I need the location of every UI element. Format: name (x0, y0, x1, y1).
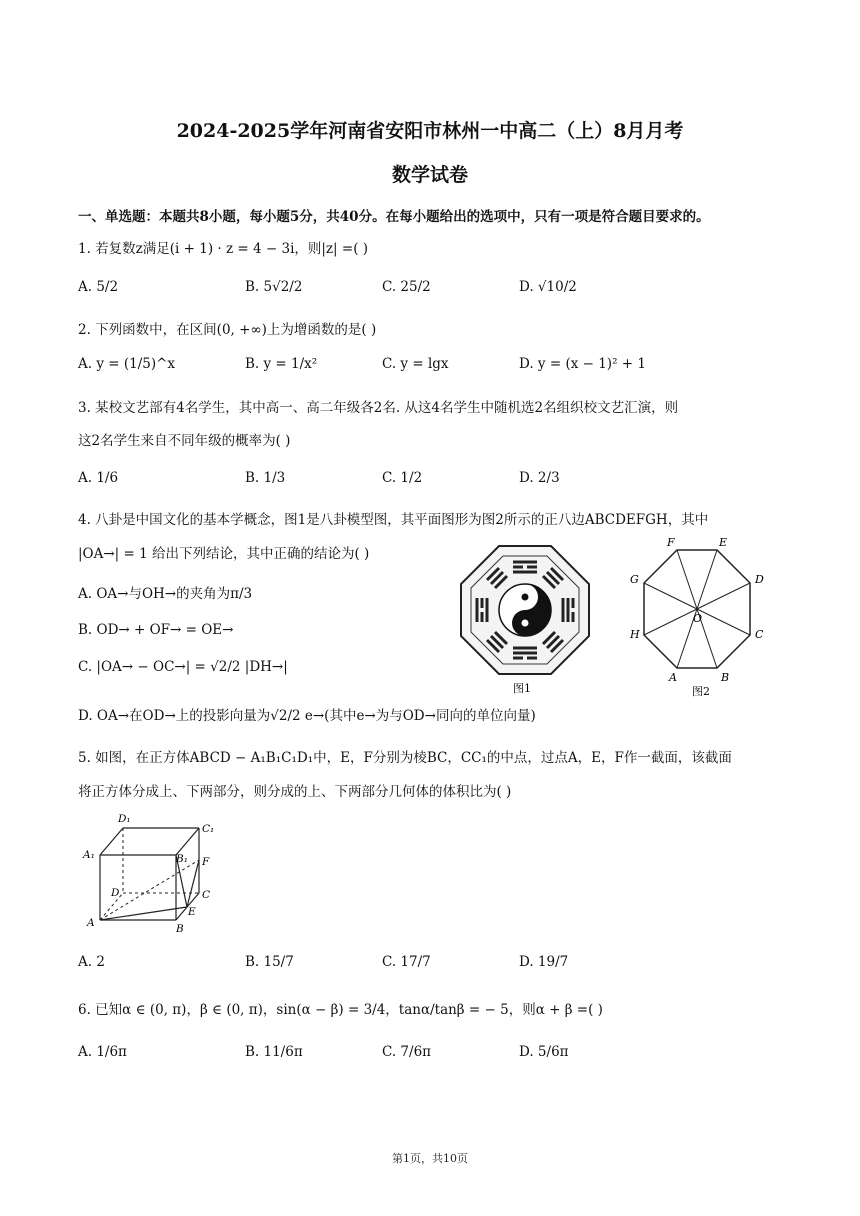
page-footer: 第1页，共10页 (392, 1152, 468, 1165)
q2-option-c: C. y = lgx (382, 356, 449, 372)
q3-option-c: C. 1/2 (382, 470, 423, 486)
cube-label-c: C (202, 889, 211, 901)
octagon-label-a: A (669, 671, 677, 684)
octagon-label-b: B (721, 671, 730, 684)
bagua-figure (455, 540, 595, 700)
cube-label-c1: C₁ (202, 823, 215, 835)
q4-option-d: D. OA→在OD→上的投影向量为√2/2 e→(其中e→为与OD→同向的单位向量) (78, 708, 536, 724)
q4-stem-line2: |OA→| = 1 给出下列结论，其中正确的结论为( ) (78, 546, 370, 562)
q6-option-a: A. 1/6π (78, 1044, 127, 1060)
q2-option-d: D. y = (x − 1)² + 1 (519, 356, 646, 372)
cube-label-a: A (87, 917, 95, 929)
q3-option-d: D. 2/3 (519, 470, 560, 486)
q4-option-b: B. OD→ + OF→ = OE→ (78, 622, 234, 638)
q3-stem-line2: 这2名学生来自不同年级的概率为( ) (78, 433, 291, 449)
q5-stem-line1: 5. 如图，在正方体ABCD − A₁B₁C₁D₁中，E，F分别为棱BC，CC₁的中点，过点A，E，F作一截面，该截面 (78, 750, 732, 766)
q3-option-a: A. 1/6 (78, 470, 119, 486)
q6-stem: 6. 已知α ∈ (0, π)，β ∈ (0, π)，sin(α − β) = 3/4，tanα/tanβ = − 5，则α + β =( ) (78, 1002, 603, 1018)
q4-option-c: C. |OA→ − OC→| = √2/2 |DH→| (78, 659, 288, 675)
fig1-caption: 图1 (513, 682, 531, 695)
q1-stem: 1. 若复数z满足(i + 1) · z = 4 − 3i，则|z| =( ) (78, 241, 369, 257)
cube-label-d1: D₁ (118, 813, 131, 825)
q1-option-b: B. 5√2/2 (245, 279, 303, 295)
document-title: 2024-2025学年河南省安阳市林州一中高二（上）8月月考 (176, 120, 684, 142)
q6-option-c: C. 7/6π (382, 1044, 432, 1060)
q2-option-b: B. y = 1/x² (245, 356, 318, 372)
cube-label-d: D (111, 887, 120, 899)
q2-stem: 2. 下列函数中，在区间(0, +∞)上为增函数的是( ) (78, 322, 377, 338)
cube-label-b: B (176, 923, 184, 935)
octagon-label-o: O (693, 612, 703, 625)
cube-label-b1: B₁ (176, 853, 188, 865)
q1-option-a: A. 5/2 (78, 279, 119, 295)
q5-stem-line2: 将正方体分成上、下两部分，则分成的上、下两部分几何体的体积比为( ) (78, 784, 512, 800)
cube-label-e: E (188, 906, 196, 918)
section-heading: 一、单选题：本题共8小题，每小题5分，共40分。在每小题给出的选项中，只有一项是符合题目要求的。 (78, 209, 710, 225)
q5-option-a: A. 2 (78, 954, 105, 970)
octagon-label-h: H (630, 628, 640, 641)
octagon-label-e: E (719, 536, 728, 549)
q6-option-d: D. 5/6π (519, 1044, 569, 1060)
q1-option-c: C. 25/2 (382, 279, 431, 295)
cube-label-f: F (202, 856, 210, 868)
octagon-label-g: G (630, 573, 639, 586)
cube-figure (78, 810, 228, 935)
q5-option-d: D. 19/7 (519, 954, 569, 970)
q3-option-b: B. 1/3 (245, 470, 286, 486)
q3-stem-line1: 3. 某校文艺部有4名学生，其中高一、高二年级各2名. 从这4名学生中随机选2名组织校文艺汇演，则 (78, 400, 679, 416)
octagon-label-f: F (667, 536, 675, 549)
octagon-label-c: C (755, 628, 764, 641)
q1-option-d: D. √10/2 (519, 279, 577, 295)
octagon-label-d: D (755, 573, 764, 586)
fig2-caption: 图2 (692, 685, 710, 698)
q5-option-b: B. 15/7 (245, 954, 294, 970)
octagon-figure (622, 535, 772, 700)
cube-label-a1: A₁ (83, 849, 95, 861)
q4-option-a: A. OA→与OH→的夹角为π/3 (78, 586, 253, 602)
document-subtitle: 数学试卷 (391, 164, 468, 186)
q5-option-c: C. 17/7 (382, 954, 431, 970)
q6-option-b: B. 11/6π (245, 1044, 303, 1060)
q2-option-a: A. y = (1/5)^x (78, 356, 176, 372)
q4-stem-line1: 4. 八卦是中国文化的基本学概念，图1是八卦模型图，其平面图形为图2所示的正八边ABCDEFGH，其中 (78, 512, 709, 528)
